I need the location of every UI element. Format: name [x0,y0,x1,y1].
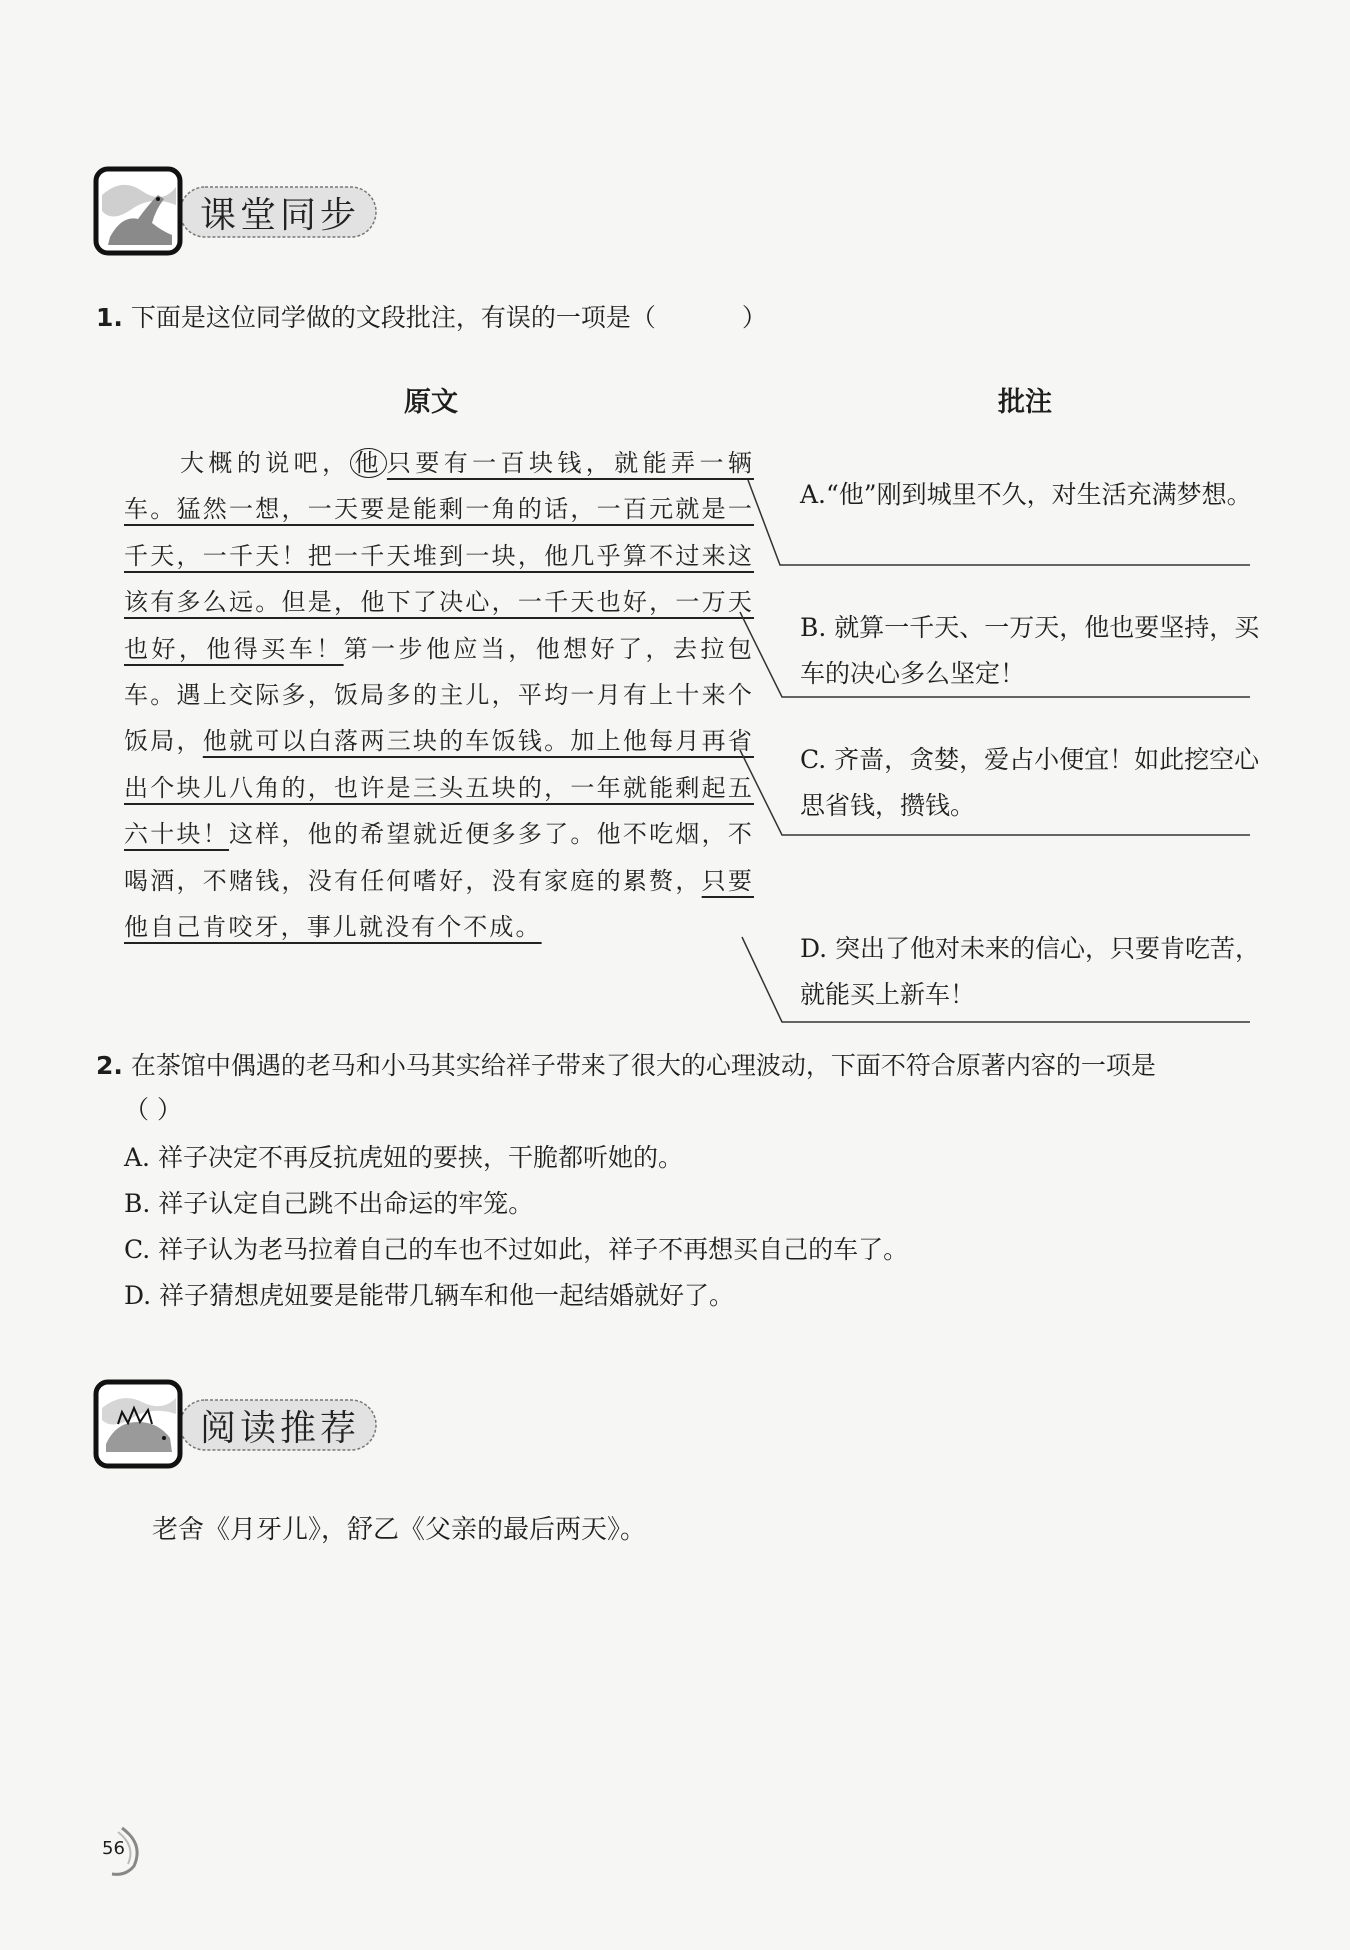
option-c: C. 祥子认为老马拉着自己的车也不过如此，祥子不再想买自己的车了。 [124,1235,909,1264]
section-title-classroom: 课堂同步 [200,195,361,236]
underline-c: 他就可以白落两三块的车饭钱。加上他每月再省出个块儿八角的，也许是三头五块的，一年就能剩起五六十块！ [124,727,754,849]
column-header-notes: 批注 [998,387,1052,418]
reading-recommendation: 老舍《月牙儿》，舒乙《父亲的最后两天》。 [152,1515,647,1545]
note-b: B. 就算一千天、一万天，他也要坚持，买车的决心多么坚定！ [800,613,1260,688]
question-2-text: 在茶馆中偶遇的老马和小马其实给祥子带来了很大的心理波动，下面不符合原著内容的一项是 [130,1051,1156,1080]
page-number: 56 [102,1838,125,1859]
question-2-answer-paren: （ ） [124,1095,182,1124]
circled-word: 他 [350,448,386,478]
question-2-number: 2. [96,1051,123,1080]
note-c: C. 齐啬，贪婪，爱占小便宜！如此挖空心思省钱，攒钱。 [800,745,1260,820]
note-a: A.“他”刚到城里不久，对生活充满梦想。 [800,480,1252,509]
option-b: B. 祥子认定自己跳不出命运的牢笼。 [124,1189,534,1218]
column-header-original: 原文 [404,387,458,418]
question-1-text: 下面是这位同学做的文段批注，有误的一项是（ [130,303,656,332]
option-d: D. 祥子猜想虎妞要是能带几辆车和他一起结婚就好了。 [124,1281,735,1310]
underline-d: 只要他自己肯咬牙，事儿就没有个不成。 [124,866,754,942]
option-a: A. 祥子决定不再反抗虎妞的要挟，干脆都听她的。 [124,1143,683,1172]
question-1-number: 1. [96,303,123,332]
section-header-reading [92,1378,382,1474]
question-2-stem [96,1044,1156,1088]
underline-a: 只要有一百块钱，就能弄一辆车。猛然一想，一天要是能剩一角的话，一百元就是一千天，一千天！把一千天堆到一块，他几乎算不过来这该有多么远。 [124,449,754,617]
original-passage: 大概的说吧， 他 只要有一百块钱，就能弄一辆车。猛然一想，一天要是能剩一角的话，一百元就是一千天，一千天！把一千天堆到一块，他几乎算不过来这该有多么远。但是，他下了决心，一千天也好，一万天也好，他得买车！第一步他应当，他想好了，去拉包车。遇上交际多，饭局多的主儿，平均一月有上十来个饭局，他就可以白落两三块的车饭钱。加上他每月再省出个块儿八角的，也许是三头五块的，一年就能剩起五六十块！这样，他的希望就近便多多了。他不吃烟，不喝酒，不赌钱，没有任何嗜好，没有家庭的累赘，只要他自己肯咬牙，事儿就没有个不成。 [124,449,755,942]
underline-b: 但是，他下了决心，一千天也好，一万天也好，他得买车！ [124,588,754,663]
note-d: D. 突出了他对未来的信心，只要肯吃苦，就能买上新车！ [800,934,1261,1009]
question-1-paren-close: ） [741,303,767,332]
section-title-reading: 阅读推荐 [200,1408,361,1449]
